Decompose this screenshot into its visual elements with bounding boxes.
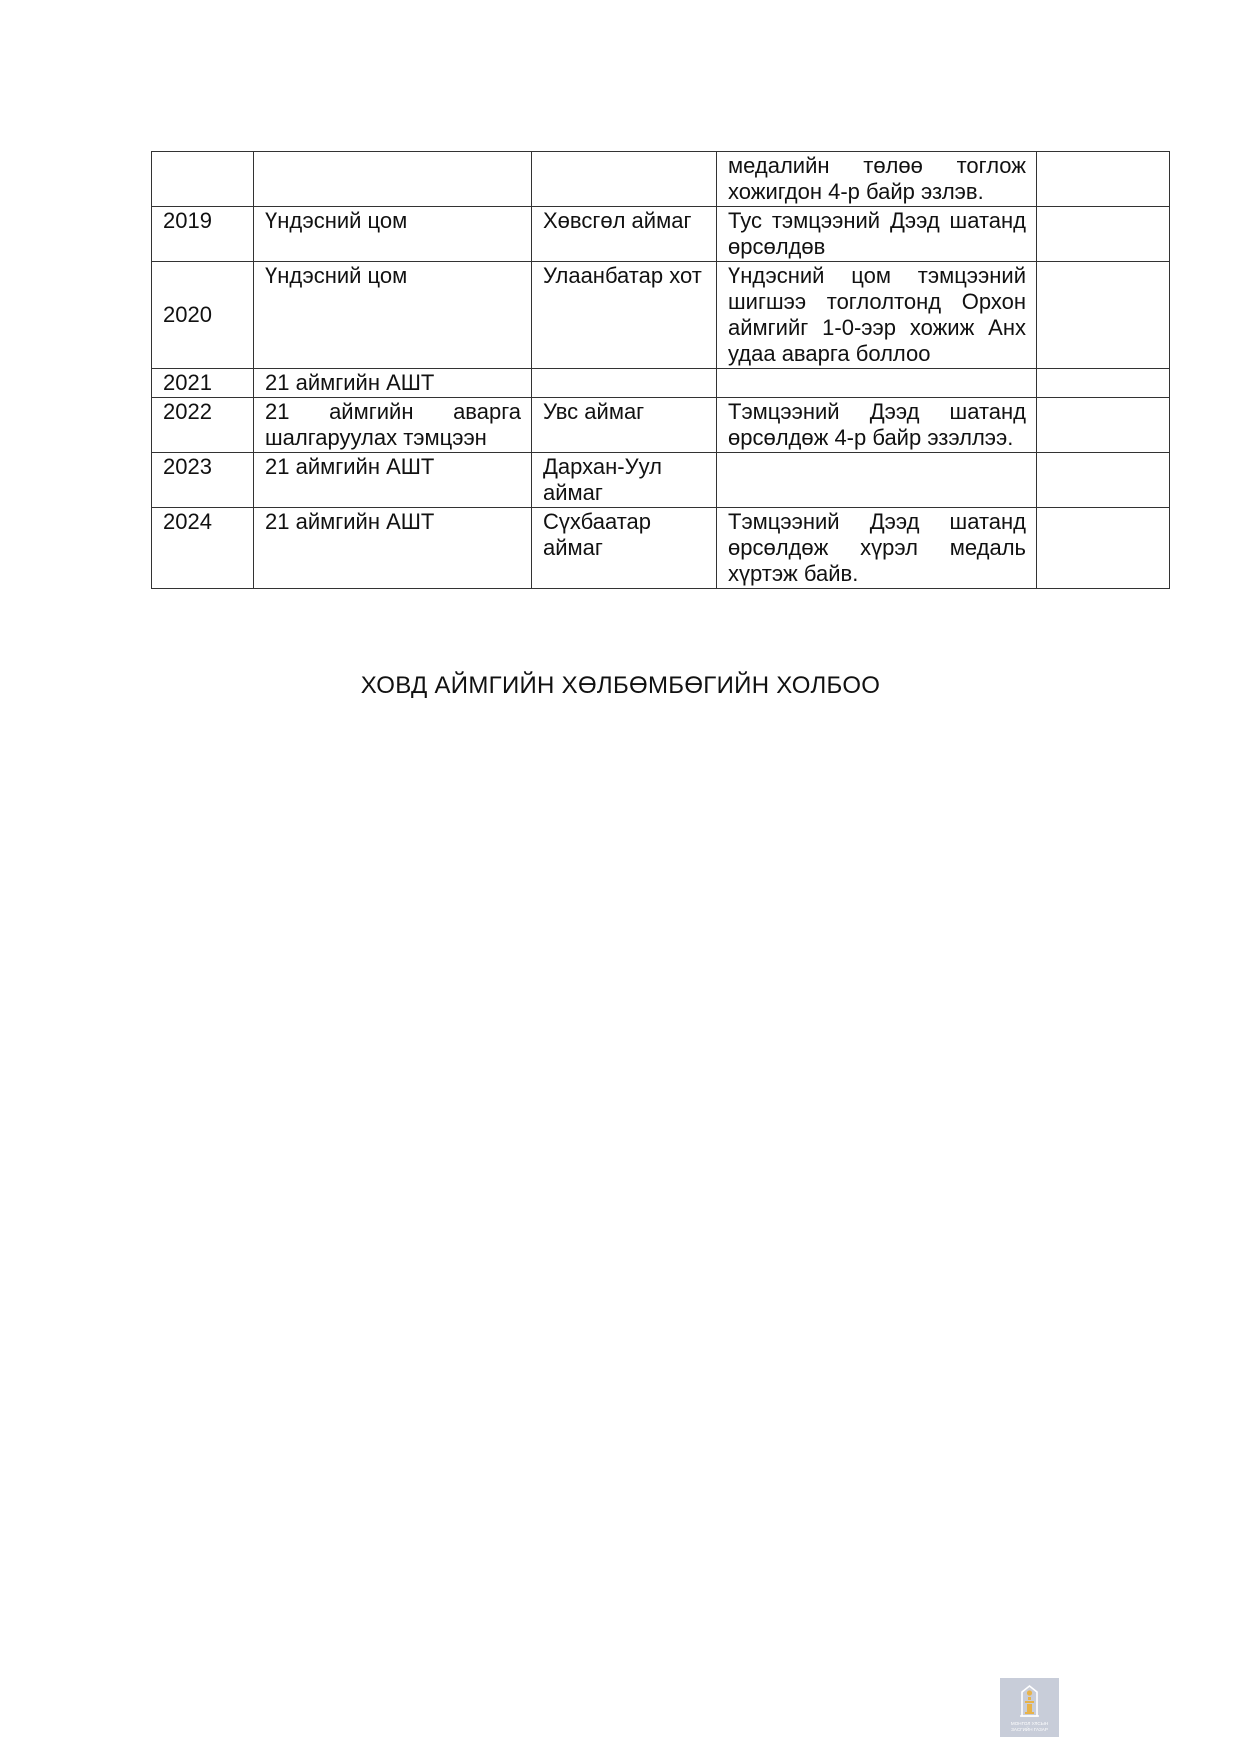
note-cell [1037,398,1170,453]
table-row [152,207,1170,262]
year-cell: 2022 [152,398,254,453]
competition-cell: 21 аймгийн аварга шалгаруулах тэмцээн [254,398,532,453]
venue-cell [532,369,717,398]
year-cell: 2024 [152,508,254,589]
venue-cell: Дархан-Уул аймаг [532,453,717,508]
note-cell [1037,262,1170,369]
result-cell: Тус тэмцээний Дээд шатанд өрсөлдөв [717,207,1037,262]
result-cell: Үндэсний цом тэмцээний шигшээ тоглолтонд Орхон аймгийг 1-0-ээр хожиж Анх удаа аварга боллоо [717,262,1037,369]
year-cell [152,152,254,207]
government-emblem-icon [1000,1678,1059,1737]
note-cell [1037,453,1170,508]
section-heading: ХОВД АЙМГИЙН ХӨЛБӨМБӨГИЙН ХОЛБОО [360,672,881,699]
note-cell [1037,152,1170,207]
note-cell [1037,508,1170,589]
result-cell: Тэмцээний Дээд шатанд өрсөлдөж хүрэл медаль хүртэж байв. [717,508,1037,589]
competition-cell: Үндэсний цом [254,262,532,369]
table-row [152,262,1170,369]
logo-text-line2: ЗАСГИЙН ГАЗАР [1011,1727,1048,1732]
table-row [152,152,1170,207]
year-cell: 2019 [152,207,254,262]
venue-cell [532,152,717,207]
competition-cell: 21 аймгийн АШТ [254,453,532,508]
venue-cell: Сүхбаатар аймаг [532,508,717,589]
table-row [152,369,1170,398]
competition-cell [254,152,532,207]
result-cell [717,453,1037,508]
venue-cell: Увс аймаг [532,398,717,453]
year-cell: 2021 [152,369,254,398]
venue-cell: Хөвсгөл аймаг [532,207,717,262]
table-row [152,508,1170,589]
results-table [151,151,1170,589]
competition-cell: 21 аймгийн АШТ [254,369,532,398]
note-cell [1037,369,1170,398]
year-cell: 2023 [152,453,254,508]
competition-cell: Үндэсний цом [254,207,532,262]
government-logo [1000,1678,1059,1737]
result-cell: медалийн төлөө тоглож хожигдон 4-р байр эзлэв. [717,152,1037,207]
result-cell [717,369,1037,398]
venue-cell: Улаанбатар хот [532,262,717,369]
table-row [152,398,1170,453]
note-cell [1037,207,1170,262]
logo-text-line1: МОНГОЛ УЛСЫН [1010,1721,1049,1726]
year-cell: 2020 [152,262,254,369]
competition-cell: 21 аймгийн АШТ [254,508,532,589]
result-cell: Тэмцээний Дээд шатанд өрсөлдөж 4-р байр эзэллээ. [717,398,1037,453]
table-row [152,453,1170,508]
